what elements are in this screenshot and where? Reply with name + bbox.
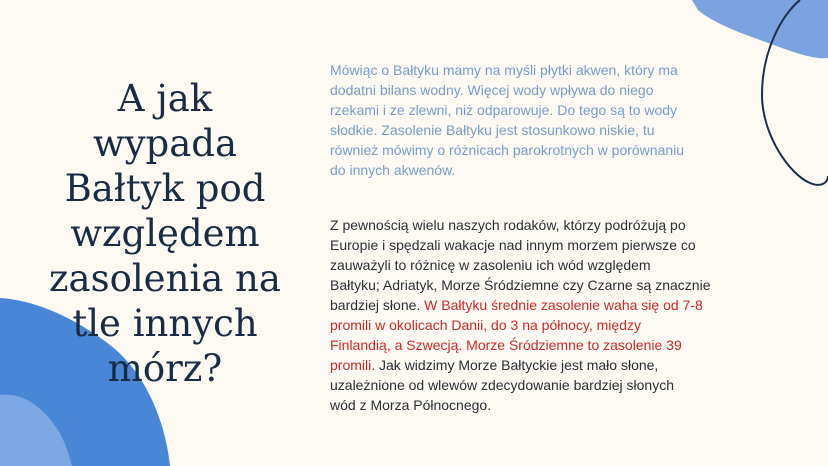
title-line: wypada xyxy=(92,122,238,165)
title-line: względem xyxy=(70,212,260,255)
paragraph-line: zauważyli to różnicę w zasoleniu ich wód względem xyxy=(330,257,651,273)
paragraph-line xyxy=(330,295,720,315)
paragraph-line: Bałtyku; Adriatyk, Morze Śródziemne czy Czarne są znacznie xyxy=(330,277,711,293)
highlighted-text: promili xyxy=(330,357,372,373)
paragraph-line xyxy=(330,355,720,375)
highlighted-line: Finlandią, a Szwecją. Morze Śródziemne to zasolenie 39 xyxy=(330,337,682,353)
comparison-paragraph xyxy=(330,215,720,415)
highlighted-line: promili w okolicach Danii, do 3 na północy, między xyxy=(330,317,641,333)
paragraph-line: rzekami i ze zlewni, niż odparowuje. Do tego są to wody xyxy=(330,102,678,118)
paragraph-line: Mówiąc o Bałtyku mamy na myśli płytki akwen, który ma xyxy=(330,62,678,78)
title-line: Bałtyk pod xyxy=(64,167,266,210)
title-line: A jak xyxy=(117,77,213,120)
paragraph-line: również mówimy o różnicach parokrotnych w porównaniu xyxy=(330,142,685,158)
paragraph-line: Europie i spędzali wakacje nad innym morzem pierwsze co xyxy=(330,237,696,253)
paragraph-line: Z pewnością wielu naszych rodaków, którzy podróżują po xyxy=(330,217,686,233)
title-line: zasolenia na xyxy=(49,257,281,300)
paragraph-line: uzależnione od wlewów zdecydowanie bardziej słonych xyxy=(330,377,674,393)
paragraph-line: do innych akwenów. xyxy=(330,162,456,178)
paragraph-line: wód z Morza Północnego. xyxy=(330,397,492,413)
paragraph-line: słodkie. Zasolenie Bałtyku jest stosunkowo niskie, tu xyxy=(330,122,655,138)
top-right-blob xyxy=(692,0,828,58)
title-line: tle innych xyxy=(72,302,258,345)
normal-text: bardziej słone. xyxy=(330,297,425,313)
slide-title xyxy=(40,76,290,391)
highlighted-text: W Bałtyku średnie zasolenie waha się od 7-8 xyxy=(424,297,703,313)
normal-text: . Jak widzimy Morze Bałtyckie jest mało słone, xyxy=(371,357,659,373)
title-line: mórz? xyxy=(107,347,223,390)
paragraph-line: dodatni bilans wodny. Więcej wody wpływa do niego xyxy=(330,82,654,98)
intro-paragraph xyxy=(330,60,720,180)
